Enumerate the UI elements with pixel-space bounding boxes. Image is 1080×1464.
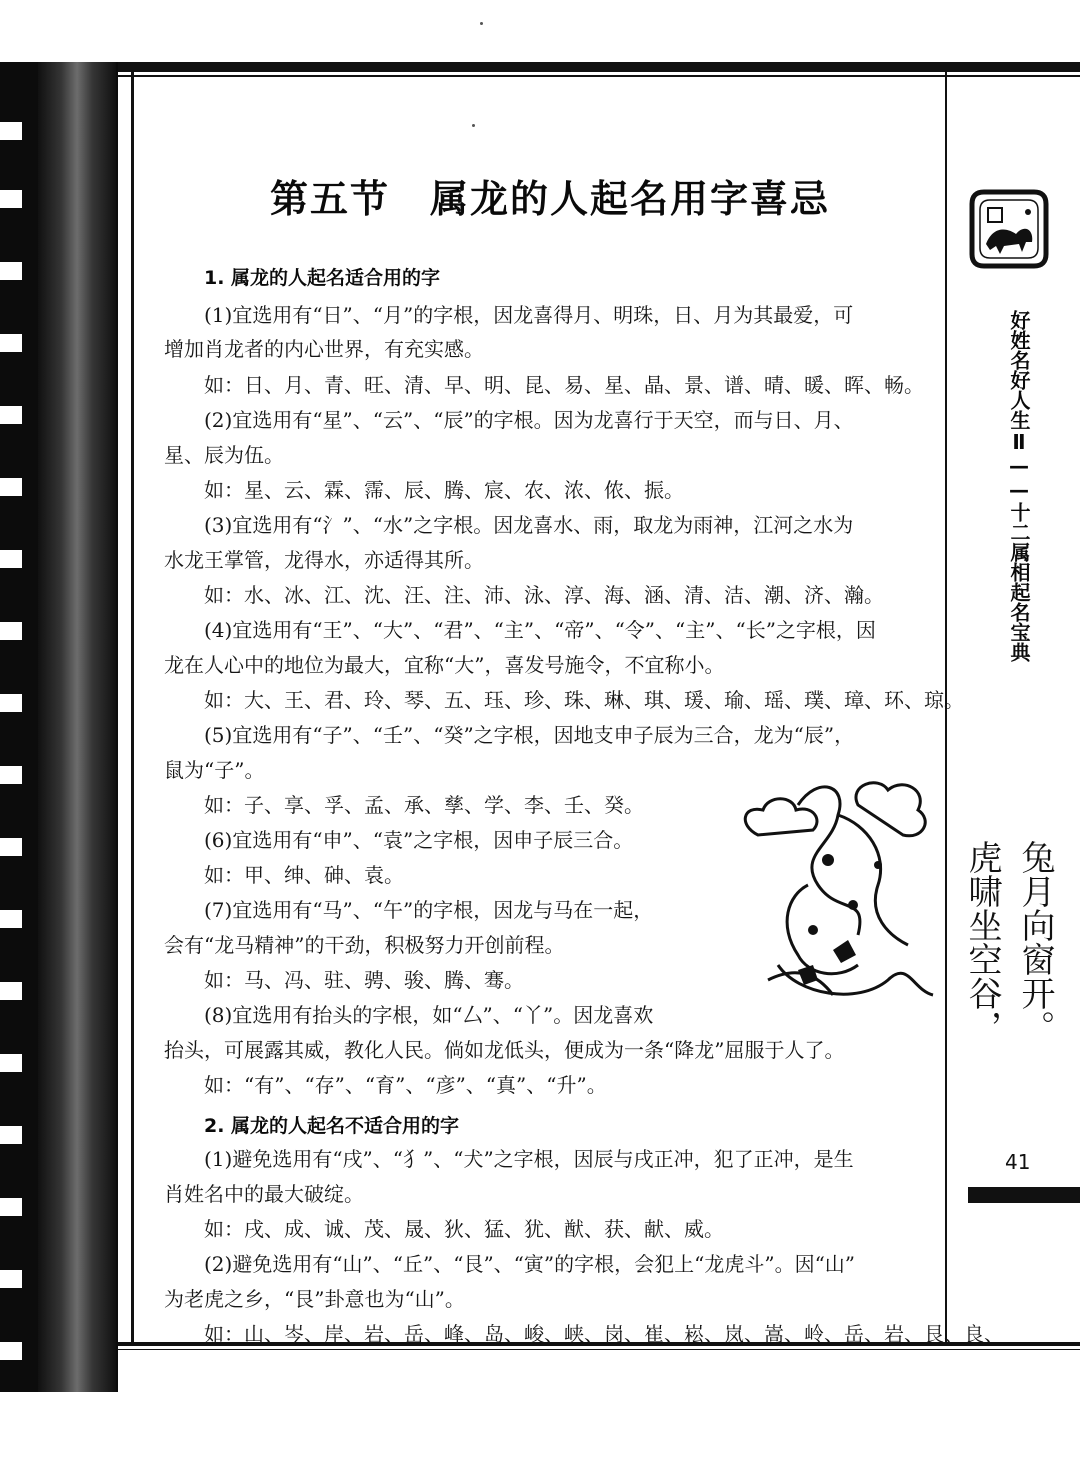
binding-notch: [0, 1054, 22, 1072]
binding-notch: [0, 334, 22, 352]
binding-notch: [0, 190, 22, 208]
paragraph-line: (7)宜选用有“马”、“午”的字根，因龙与马在一起，: [204, 898, 654, 922]
binding-notch: [0, 622, 22, 640]
paragraph-line: 如：马、冯、驻、骋、骏、腾、骞。: [204, 968, 524, 992]
poem-line-2: 虎啸坐空谷，: [962, 840, 1002, 1044]
binding-notch: [0, 838, 22, 856]
paragraph-line: (2)避免选用有“山”、“丘”、“艮”、“寅”的字根，会犯上“龙虎斗”。因“山”: [204, 1252, 856, 1276]
paragraph-line: 如：甲、绅、砷、袁。: [204, 863, 404, 887]
binding-notch: [0, 766, 22, 784]
page-top-rule: [118, 62, 1080, 72]
series-title-vertical: 好姓名好人生Ⅱ——十二属相起名宝典: [1007, 310, 1031, 662]
page-title: 第五节 属龙的人起名用字喜忌: [269, 177, 830, 221]
paragraph-line: 如：“有”、“存”、“育”、“彦”、“真”、“升”。: [204, 1073, 607, 1097]
paragraph-line: 如：大、王、君、玲、琴、五、珏、珍、珠、琳、琪、瑗、瑜、瑶、璞、璋、环、琼。: [204, 688, 964, 712]
binding-notch: [0, 910, 22, 928]
paragraph-line: (3)宜选用有“氵”、“水”之字根。因龙喜水、雨，取龙为雨神，江河之水为: [204, 513, 854, 537]
binding-notch: [0, 1342, 22, 1360]
binding-notch: [0, 1126, 22, 1144]
paragraph-line: 肖姓名中的最大破绽。: [164, 1182, 364, 1206]
paragraph-line: 如：水、冰、江、沈、汪、注、沛、泳、淳、海、涵、清、洁、潮、济、瀚。: [204, 583, 884, 607]
paragraph-line: (4)宜选用有“王”、“大”、“君”、“主”、“帝”、“令”、“主”、“长”之字根，因: [204, 618, 876, 642]
binding-notch: [0, 122, 22, 140]
page-bottom-rule-thin: [118, 1349, 1080, 1350]
paragraph-line: (6)宜选用有“申”、“袁”之字根，因申子辰三合。: [204, 828, 634, 852]
binding-notch: [0, 1270, 22, 1288]
poem-line-1: 兔月向窗开。: [1015, 840, 1055, 1044]
paragraph-line: (1)宜选用有“日”、“月”的字根，因龙喜得月、明珠，日、月为其最爱，可: [204, 303, 854, 327]
binding-notch: [0, 550, 22, 568]
paragraph-line: (5)宜选用有“子”、“壬”、“癸”之字根，因地支申子辰为三合，龙为“辰”，: [204, 723, 855, 747]
paragraph-line: (2)宜选用有“星”、“云”、“辰”的字根。因为龙喜行于天空，而与日、月、: [204, 408, 854, 432]
binding-notch: [0, 478, 22, 496]
binding-notch: [0, 406, 22, 424]
scan-speck: [480, 22, 483, 25]
binding-notch: [0, 982, 22, 1000]
binding-gutter: [38, 62, 116, 1392]
binding-strip: [0, 62, 118, 1392]
zodiac-seal-emblem: [964, 184, 1054, 274]
paragraph-line: (1)避免选用有“戌”、“犭”、“犬”之字根，因辰与戌正冲，犯了正冲，是生: [204, 1147, 854, 1171]
binding-notch: [0, 694, 22, 712]
paragraph-line: 鼠为“子”。: [164, 758, 265, 782]
paragraph-line: 如：星、云、霖、霈、辰、腾、宸、农、浓、侬、振。: [204, 478, 684, 502]
binding-notch: [0, 262, 22, 280]
scan-speck: [472, 124, 475, 127]
page-number-bar: [968, 1187, 1080, 1203]
section-heading-suitable: 1. 属龙的人起名适合用的字: [204, 267, 441, 289]
paragraph-line: 星、辰为伍。: [164, 443, 284, 467]
paragraph-line: 如：子、享、孚、孟、承、孳、学、李、壬、癸。: [204, 793, 644, 817]
paragraph-line: 如：戌、成、诚、茂、晟、狄、猛、犹、猷、获、献、威。: [204, 1217, 724, 1241]
paragraph-line: 会有“龙马精神”的干劲，积极努力开创前程。: [164, 933, 565, 957]
binding-notch: [0, 1198, 22, 1216]
paragraph-line: 龙在人心中的地位为最大，宜称“大”，喜发号施令，不宜称小。: [164, 653, 725, 677]
dragon-papercut-illustration: [738, 765, 938, 1005]
paragraph-line: 增加肖龙者的内心世界，有充实感。: [164, 337, 484, 361]
paragraph-line: 为老虎之乡，“艮”卦意也为“山”。: [164, 1287, 465, 1311]
page-number: 41: [1005, 1150, 1031, 1174]
paragraph-line: 抬头，可展露其威，教化人民。倘如龙低头，便成为一条“降龙”屈服于人了。: [164, 1038, 845, 1062]
paragraph-line: 水龙王掌管，龙得水，亦适得其所。: [164, 548, 484, 572]
section-heading-unsuitable: 2. 属龙的人起名不适合用的字: [204, 1115, 460, 1137]
paragraph-line: 如：山、岑、岸、岩、岳、峰、岛、峻、峡、岗、崔、崧、岚、嵩、岭、岳、岩、艮、良、: [204, 1322, 1004, 1346]
paragraph-line: (8)宜选用有抬头的字根，如“厶”、“丫”。因龙喜欢: [204, 1003, 654, 1027]
paragraph-line: 如：日、月、青、旺、清、早、明、昆、易、星、晶、景、谱、晴、暖、晖、畅。: [204, 373, 924, 397]
